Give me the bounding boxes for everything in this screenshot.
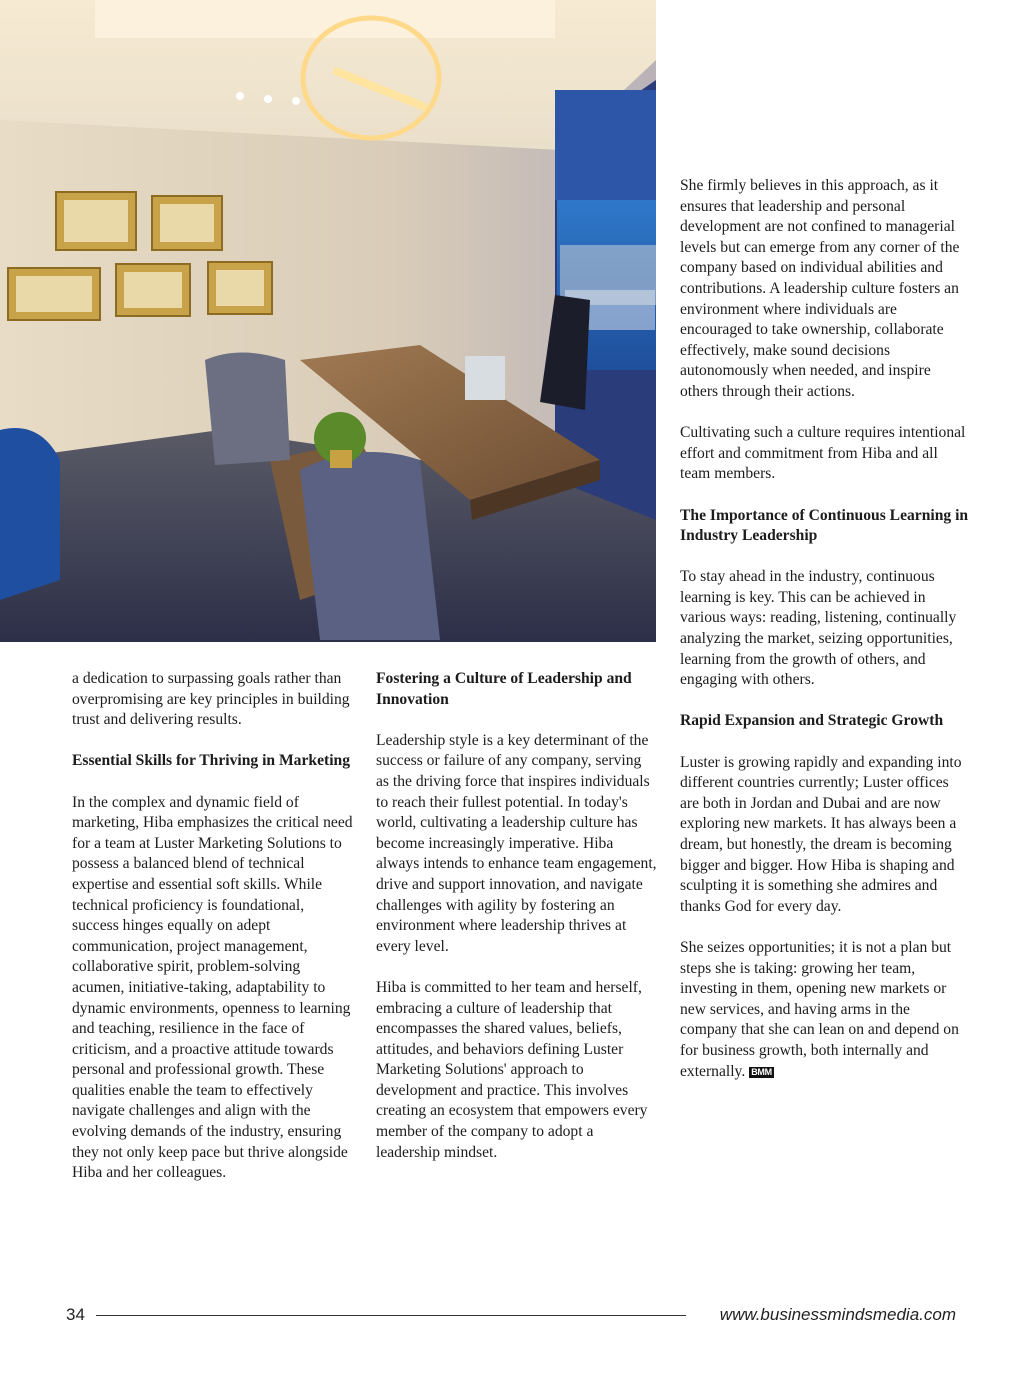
section-heading: Essential Skills for Thriving in Marketing — [72, 752, 350, 770]
text-column-3 — [680, 176, 970, 1103]
section-heading: Fostering a Culture of Leadership and Innovation — [376, 670, 632, 708]
paragraph: Luster is growing rapidly and expanding into different countries currently; Luster offices are both in Jordan and Dubai and are now exploring new markets. It has always been a dream, but honestly, the dream is becoming bigger and bigger. How Hiba is shaping and sculpting it is something she admires and thanks God for every day. — [680, 753, 962, 915]
paragraph: Cultivating such a culture requires intentional effort and commitment from Hiba and all team members. — [680, 424, 966, 483]
paragraph: She firmly believes in this approach, as it ensures that leadership and personal development are not confined to managerial levels but can emerge from any corner of the company based on individual abilities and contributions. A leadership culture fosters an environment where individuals are encouraged to take ownership, collaborate effectively, make sound decisions autonomously when needed, and inspire others through their actions. — [680, 177, 960, 400]
closing-paragraph — [680, 938, 970, 1082]
page-number: 34 — [66, 1305, 85, 1324]
section-heading: Rapid Expansion and Strategic Growth — [680, 712, 944, 730]
text-column-2 — [376, 669, 658, 1184]
paragraph: To stay ahead in the industry, continuous learning is key. This can be achieved in various ways: reading, listening, continually analyzing the market, seizing opportunities, learning from the growth of others, and engaging with others. — [680, 568, 957, 689]
paragraph: Hiba is committed to her team and herself, embracing a culture of leadership that encompasses the shared values, beliefs, attitudes, and behaviors defining Luster Marketing Solutions' approach to development and practice. This involves creating an ecosystem that empowers every member of the company to adopt a leadership mindset. — [376, 978, 648, 1161]
text-column-1 — [72, 669, 354, 1204]
website-link[interactable]: www.businessmindsmedia.com — [719, 1305, 956, 1324]
paragraph: Leadership style is a key determinant of the success or failure of any company, serving as the driving force that inspires individuals to reach their fullest potential. In today's world, cultivating a leadership culture has become increasingly imperative. Hiba always intends to enhance team engagement, drive and support innovation, and navigate challenges with agility by fostering an environment where leadership thrives at every level. — [376, 731, 657, 955]
paragraph: a dedication to surpassing goals rather than overpromising are key principles in building trust and delivering results. — [72, 670, 350, 729]
paragraph-text: She seizes opportunities; it is not a plan but steps she is taking: growing her team, investing in them, opening new markets or new services, and having arms in the company that she can lean on and depend on for business growth, both internally and externally. — [680, 938, 959, 1080]
page-footer — [0, 1300, 1023, 1330]
section-heading: The Importance of Continuous Learning in Industry Leadership — [680, 506, 969, 545]
end-mark-logo: BMM — [751, 1066, 772, 1077]
paragraph: In the complex and dynamic field of marketing, Hiba emphasizes the critical need for a team at Luster Marketing Solutions to possess a balanced blend of technical expertise and essential soft skills. While technical proficiency is foundational, success hinges equally on adept communication, project management, collaborative spirit, problem-solving acumen, initiative-taking, adaptability to dynamic environments, openness to learning and teaching, resilience in the face of criticism, and a proactive attitude towards personal and professional growth. These qualities enable the team to effectively navigate challenges and align with the evolving demands of the industry, ensuring they not only keep pace but thrive alongside Hiba and her colleagues. — [72, 793, 353, 1182]
office-interior-photo — [0, 0, 656, 642]
footer-divider — [96, 1315, 686, 1316]
